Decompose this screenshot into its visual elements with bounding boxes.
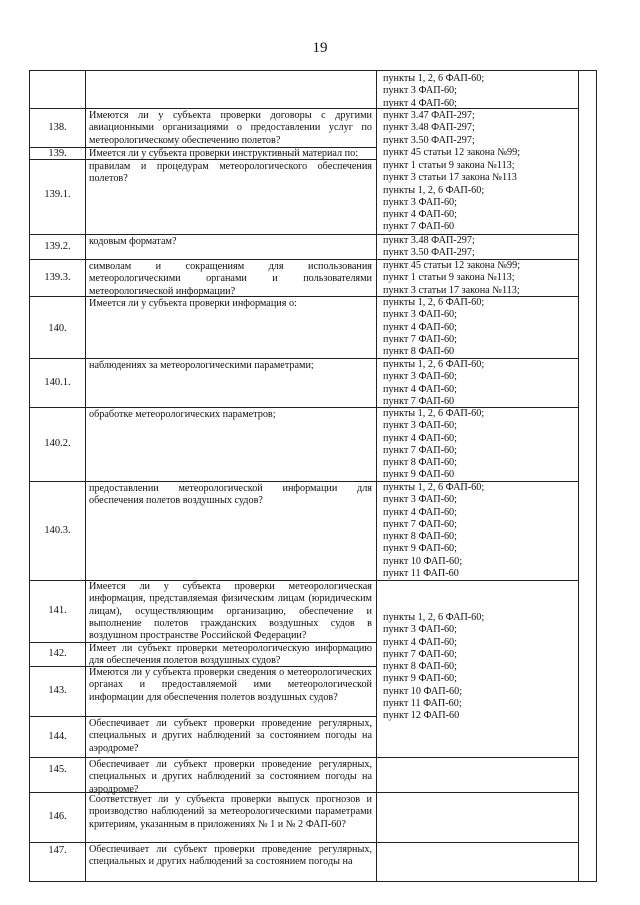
question-text: кодовым форматам? bbox=[89, 236, 177, 247]
row-number: 139.3. bbox=[44, 272, 71, 283]
row-number: 139. bbox=[48, 148, 67, 159]
question-text: Соответствует ли у субъекта проверки выпуск прогнозов и производство наблюдений за метеорологическими параметрами критериям, указанным в приложениях № 1 и № 2 ФАП-60? bbox=[89, 794, 372, 830]
row-number: 142. bbox=[48, 648, 67, 659]
question-text: Имеет ли субъект проверки метеорологическую информацию для обеспечения полетов воздушных судов? bbox=[89, 643, 372, 667]
row-number: 139.2. bbox=[44, 241, 71, 252]
question-text: Имеются ли у субъекта проверки сведения о метеорологических органах и предоставляемой ими метеорологической информации для обеспечения полетов воздушных судов? bbox=[89, 667, 372, 703]
refs-cell: пункты 1, 2, 6 ФАП-60; пункт 3 ФАП-60; пункт 4 ФАП-60; пункт 7 ФАП-60; пункт 8 ФАП-60 bbox=[383, 297, 485, 358]
question-text: Обеспечивает ли субъект проверки проведение регулярных, специальных и других наблюдений за состоянием погоды на аэродроме? bbox=[89, 718, 372, 754]
question-text: Обеспечивает ли субъект проверки проведение регулярных, специальных и других наблюдений за состоянием погоды на аэродроме? bbox=[89, 759, 372, 795]
question-text: Имеются ли у субъекта проверки договоры с другими авиационными организациями о предоставлении услуг по метеорологическому обеспечению полетов? bbox=[89, 110, 372, 146]
column-divider bbox=[376, 71, 377, 881]
row-number: 147. bbox=[48, 845, 67, 856]
row-divider bbox=[30, 716, 376, 717]
row-number: 140.1. bbox=[44, 377, 71, 388]
refs-cell: пункт 1 статьи 9 закона №113; пункт 3 статьи 17 закона №113 пункты 1, 2, 6 ФАП-60; пункт 3 ФАП-60; пункт 4 ФАП-60; пункт 7 ФАП-60 bbox=[383, 160, 517, 233]
row-number: 146. bbox=[48, 811, 67, 822]
question-text: наблюдениях за метеорологическими параметрами; bbox=[89, 360, 314, 371]
row-number: 140.3. bbox=[44, 525, 71, 536]
refs-cell: пункты 1, 2, 6 ФАП-60; пункт 3 ФАП-60; пункт 4 ФАП-60; пункт 7 ФАП-60; пункт 8 ФАП-60; пункт 9 ФАП-60; пункт 10 ФАП-60; пункт 11 ФАП-60 bbox=[383, 482, 485, 580]
refs-cell: пункты 1, 2, 6 ФАП-60; пункт 3 ФАП-60; пункт 4 ФАП-60; bbox=[383, 73, 485, 109]
question-text: Имеется ли у субъекта проверки информация о: bbox=[89, 298, 297, 309]
row-number: 140.2. bbox=[44, 438, 71, 449]
question-text: предоставлении метеорологической информации для обеспечения полетов воздушных судов? bbox=[89, 483, 372, 507]
refs-cell: пункт 3.48 ФАП-297; пункт 3.50 ФАП-297; bbox=[383, 235, 475, 259]
refs-cell: пункт 45 статьи 12 закона №99; пункт 1 статьи 9 закона №113; пункт 3 статьи 17 закона №113; bbox=[383, 260, 521, 296]
refs-cell: пункты 1, 2, 6 ФАП-60; пункт 3 ФАП-60; пункт 4 ФАП-60; пункт 7 ФАП-60; пункт 8 ФАП-60; пункт 9 ФАП-60; пункт 10 ФАП-60; пункт 11 ФАП-60; пункт 12 ФАП-60 bbox=[383, 612, 485, 722]
question-text: Имеется ли у субъекта проверки инструктивный материал по: bbox=[89, 148, 359, 159]
question-text: обработке метеорологических параметров; bbox=[89, 409, 276, 420]
refs-cell: пункты 1, 2, 6 ФАП-60; пункт 3 ФАП-60; пункт 4 ФАП-60; пункт 7 ФАП-60; пункт 8 ФАП-60; пункт 9 ФАП-60 bbox=[383, 408, 485, 481]
question-text: правилам и процедурам метеорологического обеспечения полетов? bbox=[89, 161, 372, 185]
row-number: 143. bbox=[48, 685, 67, 696]
refs-cell: пункты 1, 2, 6 ФАП-60; пункт 3 ФАП-60; пункт 4 ФАП-60; пункт 7 ФАП-60 bbox=[383, 359, 485, 407]
row-number: 138. bbox=[48, 122, 67, 133]
row-divider bbox=[30, 842, 578, 843]
column-divider bbox=[85, 71, 86, 881]
checklist-table bbox=[29, 70, 597, 882]
row-number: 145. bbox=[48, 764, 67, 775]
question-text: Имеется ли у субъекта проверки метеорологическая информация, представляемая физическим лицам (юридическим лицам), осуществляющим организацию, обеспечение и выполнение полетов гражданских воздушных судов в воздушном пространстве Российской Федерации? bbox=[89, 581, 372, 642]
question-text: символам и сокращениям для использования метеорологическими органами и пользователями метеорологической информации? bbox=[89, 261, 372, 297]
row-number: 139.1. bbox=[44, 189, 71, 200]
row-divider bbox=[30, 757, 578, 758]
refs-cell: пункт 3.47 ФАП-297; пункт 3.48 ФАП-297; пункт 3.50 ФАП-297; пункт 45 статьи 12 закона №99; bbox=[383, 110, 521, 158]
row-number: 140. bbox=[48, 323, 67, 334]
row-number: 144. bbox=[48, 731, 67, 742]
page-number: 19 bbox=[312, 40, 328, 56]
question-text: Обеспечивает ли субъект проверки проведение регулярных, специальных и других наблюдений за состоянием погоды на bbox=[89, 844, 372, 868]
row-number: 141. bbox=[48, 605, 67, 616]
